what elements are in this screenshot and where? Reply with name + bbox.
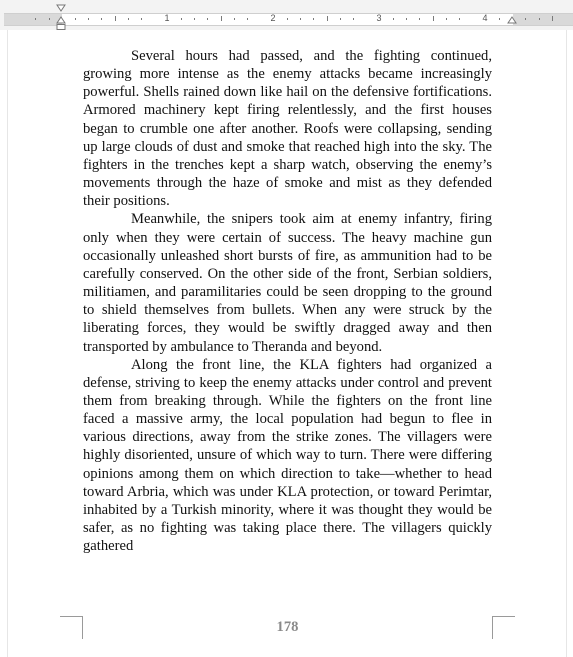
ruler-tick	[234, 18, 235, 20]
first-line-indent-marker[interactable]	[56, 4, 66, 13]
paragraph[interactable]: Along the front line, the KLA fighters had organized a defense, striving to keep the enemy attacks under control and prevent them from breaking through. While the fighters on the front line faced a massive army, the local population had begun to flee in various directions, away from the strike zones. The villagers were highly disoriented, unsure of which way to turn. There were differing opinions among them on which direction to take—whether to head toward Arbria, which was under KLA protection, or toward Perimtar, inhabited by a Turkish minority, where it was thought they would be safer, as no fighting was taking place there. The villagers quickly gathered	[83, 356, 492, 555]
ruler-number: 2	[270, 13, 276, 23]
ruler-tick	[207, 18, 208, 20]
ruler-tick	[101, 18, 102, 20]
ruler-tick	[393, 18, 394, 20]
ruler-tick	[539, 18, 540, 20]
ruler-tick	[525, 18, 526, 20]
ruler-tick	[194, 18, 195, 20]
ruler-tick	[499, 18, 500, 20]
horizontal-ruler[interactable]	[0, 0, 573, 31]
ruler-tick	[340, 18, 341, 20]
page-edge-right	[566, 30, 567, 657]
ruler-tick-half	[115, 16, 116, 21]
ruler-tick	[287, 18, 288, 20]
ruler-tick	[141, 18, 142, 20]
ruler-tick	[35, 18, 36, 20]
ruler-tick	[459, 18, 460, 20]
ruler-tick	[247, 18, 248, 20]
page-number: 178	[276, 619, 299, 635]
right-indent-marker[interactable]	[507, 16, 517, 25]
ruler-tick	[128, 18, 129, 20]
page-edge-left	[7, 30, 8, 657]
ruler-tick	[406, 18, 407, 20]
ruler-tick	[88, 18, 89, 20]
ruler-tick	[313, 18, 314, 20]
ruler-tick	[75, 18, 76, 20]
ruler-number: 4	[482, 13, 488, 23]
paragraph[interactable]: Meanwhile, the snipers took aim at enemy infantry, firing only when they were certain of success. The heavy machine gun occasionally unleashed short bursts of fire, as ammunition had to be carefully conserved. On the other side of the front, Serbian soldiers, militiamen, and paramilitaries could be seen dropping to the ground to shield themselves from bullets. When any were struck by the liberating forces, they would be swiftly dragged away and then transported by ambulance to Theranda and beyond.	[83, 211, 492, 355]
ruler-tick	[181, 18, 182, 20]
ruler-number: 3	[376, 13, 382, 23]
ruler-right-margin	[513, 13, 573, 26]
ruler-tick	[446, 18, 447, 20]
ruler-tick	[353, 18, 354, 20]
ruler-number: 1	[164, 13, 170, 23]
ruler-tick	[49, 18, 50, 20]
ruler-tick-half	[433, 16, 434, 21]
ruler-tick-half	[221, 16, 222, 21]
paragraph[interactable]: Several hours had passed, and the fighting continued, growing more intense as the enemy attacks became increasingly powerful. Shells rained down like hail on the defensive fortifications. Armored machinery kept firing relentlessly, and the first houses began to crumble one after another. Roofs were collapsing, sending up large clouds of dust and smoke that reached high into the sky. The fighters in the trenches kept a sharp watch, observing the enemy’s movements through the haze of smoke and mist as they defended their positions.	[83, 48, 492, 210]
ruler-tick-half	[327, 16, 328, 21]
ruler-tick	[300, 18, 301, 20]
ruler-left-margin	[4, 13, 62, 26]
ruler-tick	[419, 18, 420, 20]
document-body[interactable]	[83, 47, 492, 555]
ruler-tick-half	[552, 16, 553, 21]
